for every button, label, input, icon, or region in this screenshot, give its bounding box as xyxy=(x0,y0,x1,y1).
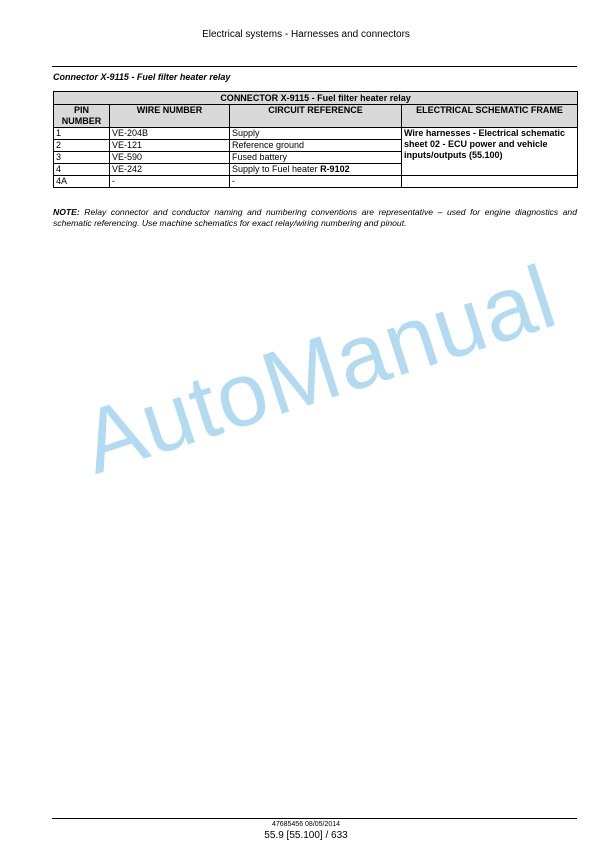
wire-cell: - xyxy=(110,176,230,188)
column-header-frame: ELECTRICAL SCHEMATIC FRAME xyxy=(402,105,578,128)
circuit-text: - xyxy=(232,176,235,186)
pin-cell: 4 xyxy=(54,164,110,176)
circuit-cell xyxy=(230,152,402,164)
table-row xyxy=(54,176,578,188)
column-header-wire: WIRE NUMBER xyxy=(110,105,230,128)
pin-cell: 3 xyxy=(54,152,110,164)
circuit-text: Supply xyxy=(232,128,260,138)
wire-cell: VE-204B xyxy=(110,128,230,140)
wire-cell: VE-242 xyxy=(110,164,230,176)
circuit-cell xyxy=(230,164,402,176)
column-header-pin: PIN NUMBER xyxy=(54,105,110,128)
circuit-cell xyxy=(230,128,402,140)
schematic-frame-empty-cell xyxy=(402,176,578,188)
footer-divider xyxy=(52,818,577,819)
table-row xyxy=(54,128,578,140)
pin-cell: 2 xyxy=(54,140,110,152)
wire-cell: VE-121 xyxy=(110,140,230,152)
circuit-text: Supply to Fuel heater xyxy=(232,164,321,174)
section-title: Connector X-9115 - Fuel filter heater relay xyxy=(53,72,231,82)
pin-cell: 4A xyxy=(54,176,110,188)
footer-doc-number: 47685456 08/05/2014 xyxy=(271,821,341,828)
pin-cell: 1 xyxy=(54,128,110,140)
circuit-cell xyxy=(230,140,402,152)
header-divider xyxy=(52,66,577,67)
table-caption: CONNECTOR X-9115 - Fuel filter heater relay xyxy=(54,92,578,105)
note-paragraph xyxy=(53,207,577,229)
schematic-frame-cell: Wire harnesses - Electrical schematic sheet 02 - ECU power and vehicle inputs/outputs (55.100) xyxy=(402,128,578,176)
circuit-text: Fused battery xyxy=(232,152,288,162)
wire-cell: VE-590 xyxy=(110,152,230,164)
footer-page-number: 55.9 [55.100] / 633 xyxy=(264,830,348,841)
note-text: Relay connector and conductor naming and numbering conventions are representative – used for engine diagnostics and schematic referencing. Use machine schematics for exact relay/wiring numbering and pinout. xyxy=(53,207,577,228)
connector-table xyxy=(53,91,578,188)
watermark: AutoManual xyxy=(70,246,568,494)
note-label: NOTE: xyxy=(53,207,80,217)
column-header-circuit: CIRCUIT REFERENCE xyxy=(230,105,402,128)
page-header: Electrical systems - Harnesses and connectors xyxy=(202,29,410,40)
circuit-text: Reference ground xyxy=(232,140,305,150)
circuit-cell xyxy=(230,176,402,188)
circuit-ref: R-9102 xyxy=(320,164,350,174)
